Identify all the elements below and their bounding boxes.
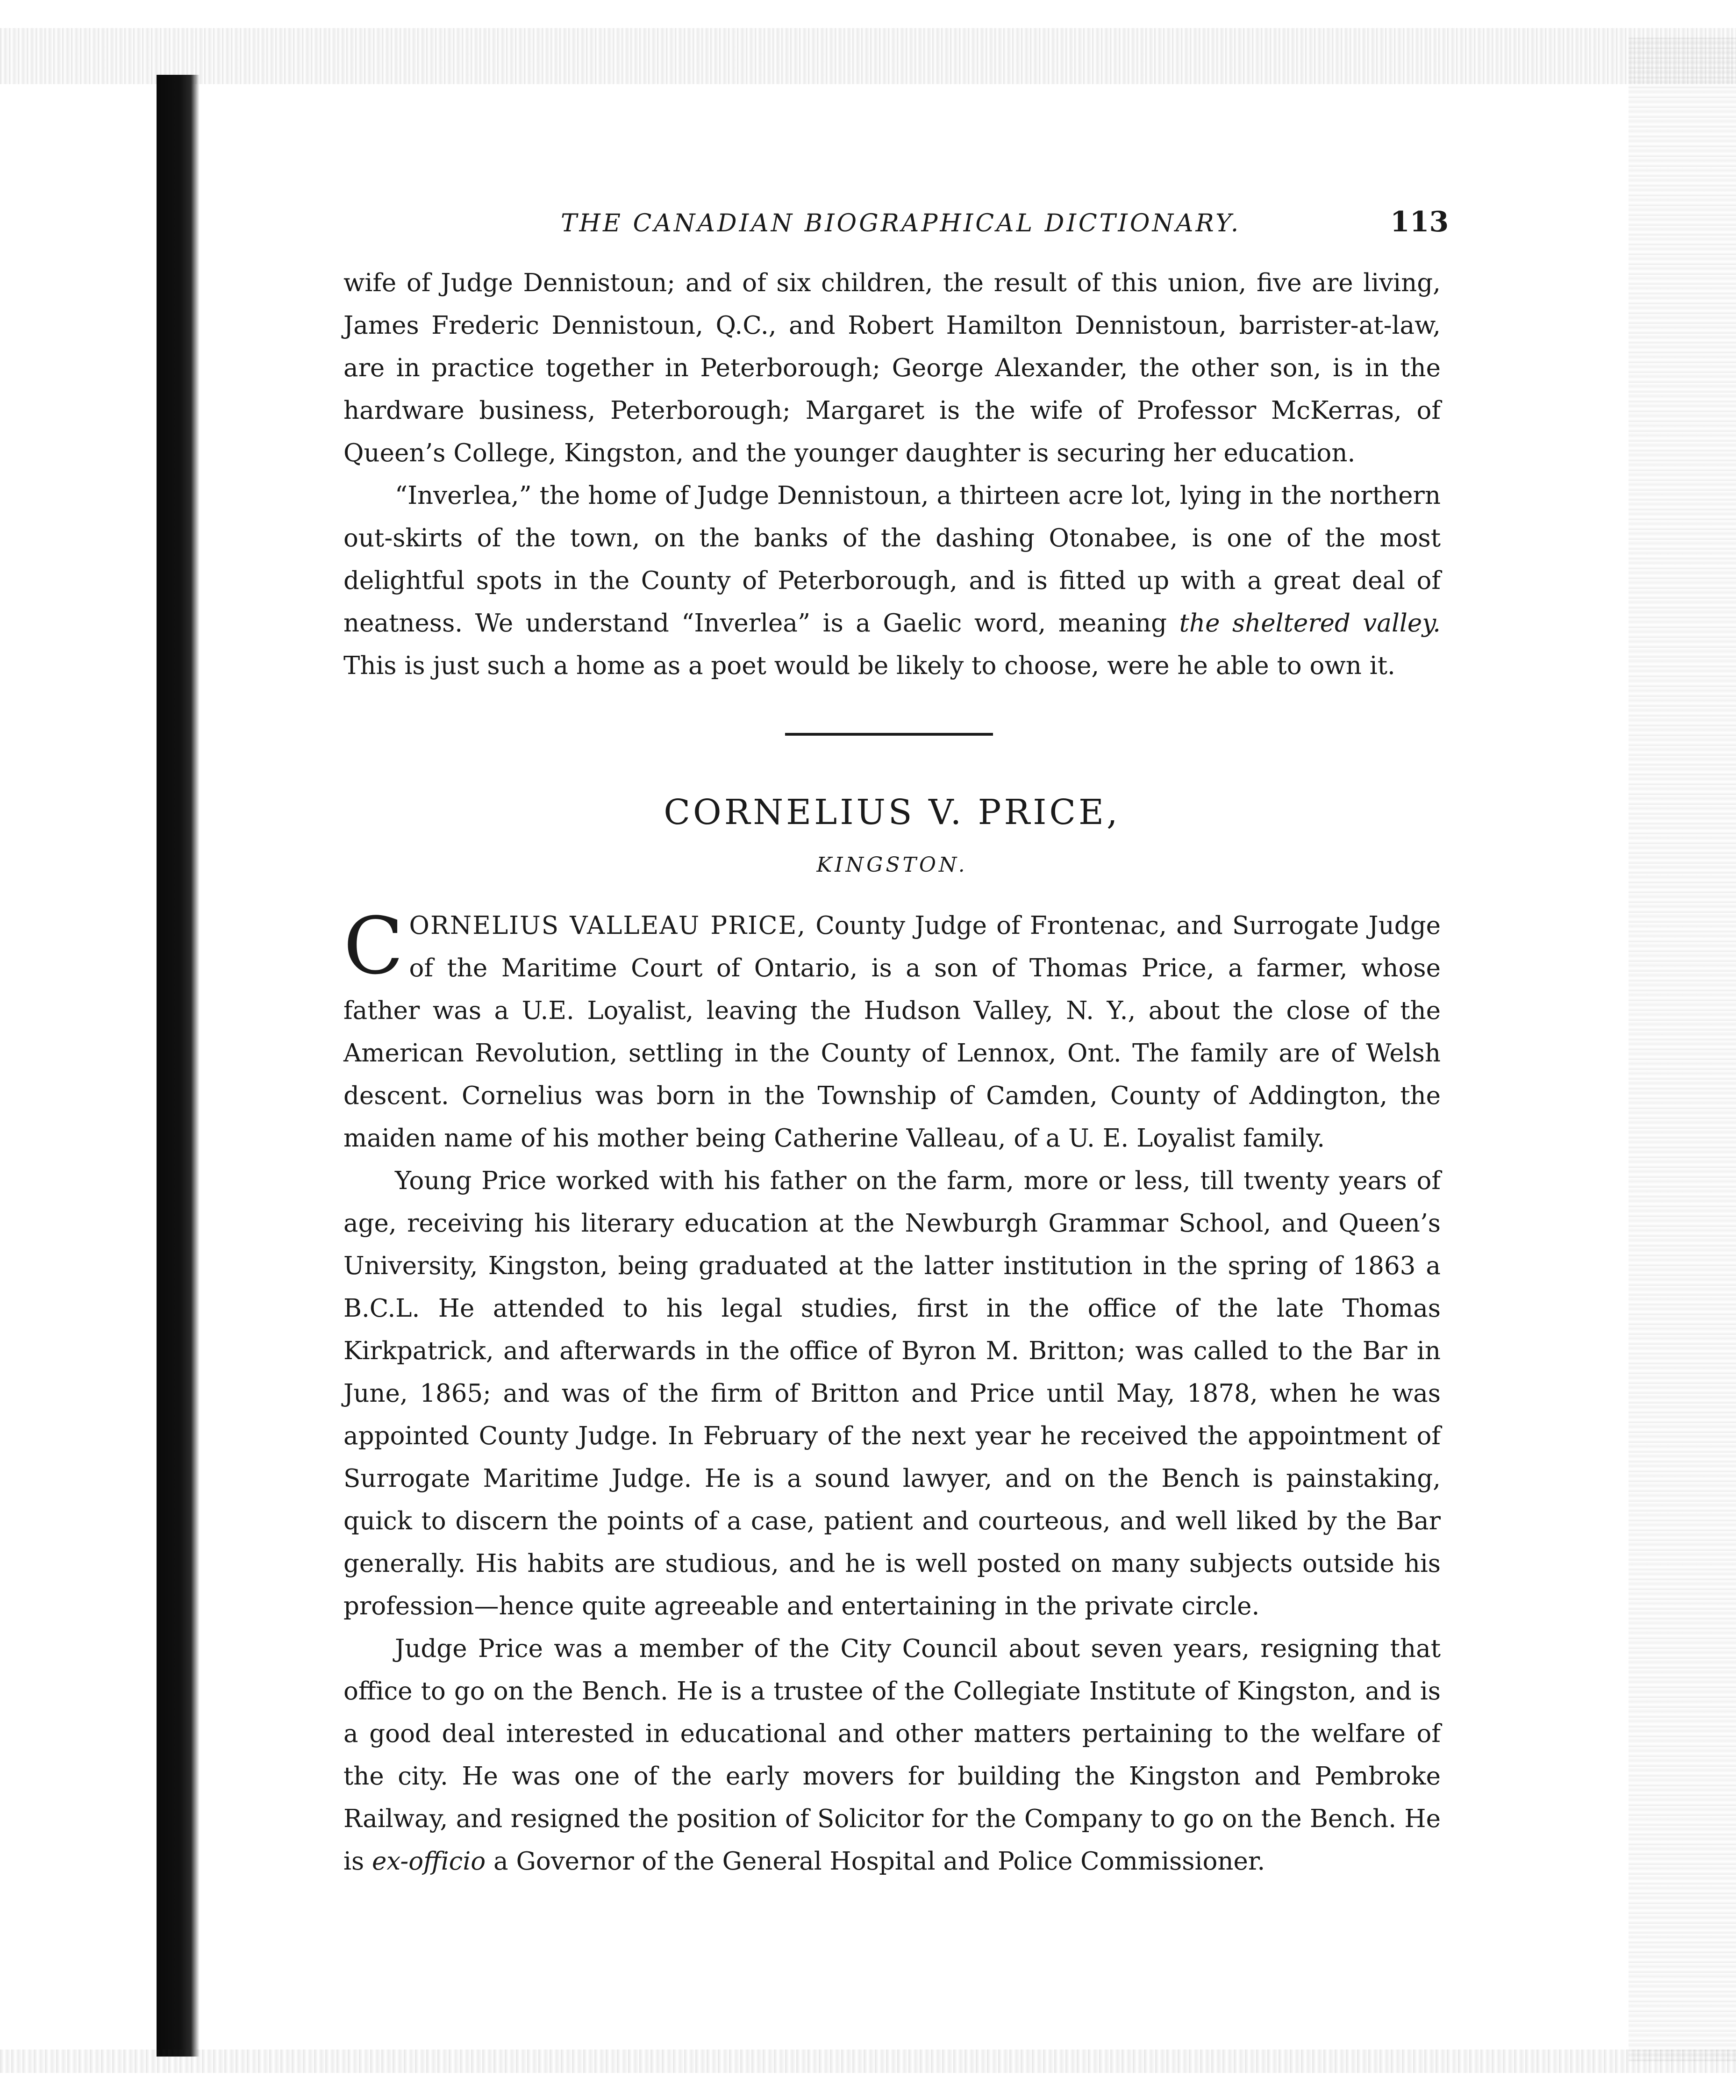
page-right-edge xyxy=(1629,37,1736,2061)
page-number: 113 xyxy=(1390,206,1449,238)
binding-shadow xyxy=(157,75,200,2057)
paragraph-text: “Inverlea,” the home of Judge Dennistoun, a thirteen acre lot, lying in the northern out-skirts of the town, on the banks of the dashing Otonabee, is one of the most delightful spots in the County of Peterborough, and is fitted up with a great deal of neatness. We understand “Inverlea” is a Gaelic word, meaning xyxy=(343,481,1441,638)
paragraph-text: This is just such a home as a poet would be likely to choose, were he able to own it. xyxy=(343,652,1395,680)
italic-phrase: ex-officio xyxy=(372,1847,486,1876)
page-bottom-edge xyxy=(0,2050,1736,2073)
body-paragraph: wife of Judge Dennistoun; and of six children, the result of this union, five are living, James Frederic Dennistoun, Q.C., and Robert Hamilton Dennistoun, barrister-at-law, are in practice together in Peterborough; George Alexander, the other son, is in the hardware business, Peterborough; Margaret is the wife of Professor McKerras, of Queen’s College, Kingston, and the younger daughter is securing her education. xyxy=(343,269,1441,467)
body-paragraph xyxy=(343,474,1441,687)
paragraph-text: Judge Price was a member of the City Council about seven years, resigning that office to go on the Bench. He is a trustee of the Collegiate Institute of Kingston, and is a good deal interested in educational and other matters pertaining to the welfare of the city. He was one of the early movers for building the Kingston and Pembroke Railway, and resigned the position of Solicitor for the Company to go on the Bench. He is xyxy=(343,1634,1441,1876)
body-paragraph: Young Price worked with his father on the farm, more or less, till twenty years of age, receiving his literary education at the Newburgh Grammar School, and Queen’s University, Kingston, being graduated at the latter institution in the spring of 1863 a B.C.L. He attended to his legal studies, first in the office of the late Thomas Kirkpatrick, and afterwards in the office of Byron M. Britton; was called to the Bar in June, 1865; and was of the firm of Britton and Price until May, 1878, when he was appointed County Judge. In February of the next year he received the appointment of Surrogate Maritime Judge. He is a sound lawyer, and on the Bench is painstaking, quick to discern the points of a case, patient and courteous, and well liked by the Bar generally. His habits are studious, and he is well posted on many subjects outside his profession—hence quite agreeable and entertaining in the private circle. xyxy=(343,1167,1441,1620)
running-title: THE CANADIAN BIOGRAPHICAL DICTIONARY. xyxy=(561,209,1241,237)
italic-phrase: the sheltered valley. xyxy=(1179,609,1441,638)
drop-cap: C xyxy=(343,900,404,992)
paragraph-text: County Judge of Frontenac, and Surrogate Judge of the Maritime Court of Ontario, is a son of Thomas Price, a farmer, whose father was a U.E. Loyalist, leaving the Hudson Valley, N. Y., about the close of the American Revolution, settling in the County of Lennox, Ont. The family are of Welsh descent. Cornelius was born in the Township of Camden, County of Addington, the maiden name of his mother being Catherine Valleau, of a U. E. Loyalist family. xyxy=(343,911,1441,1153)
body-paragraph xyxy=(343,1627,1441,1883)
lead-caps: ORNELIUS VALLEAU PRICE, xyxy=(409,911,807,940)
article-body xyxy=(343,900,1441,1883)
article-title: CORNELIUS V. PRICE, xyxy=(664,792,1121,832)
body-paragraph xyxy=(343,900,1441,1160)
paragraph-text: a Governor of the General Hospital and Police Commissioner. xyxy=(486,1847,1265,1876)
page-top-edge xyxy=(0,28,1736,84)
previous-article-continuation xyxy=(343,262,1441,687)
article-place: KINGSTON. xyxy=(816,853,968,877)
section-divider xyxy=(785,733,993,736)
